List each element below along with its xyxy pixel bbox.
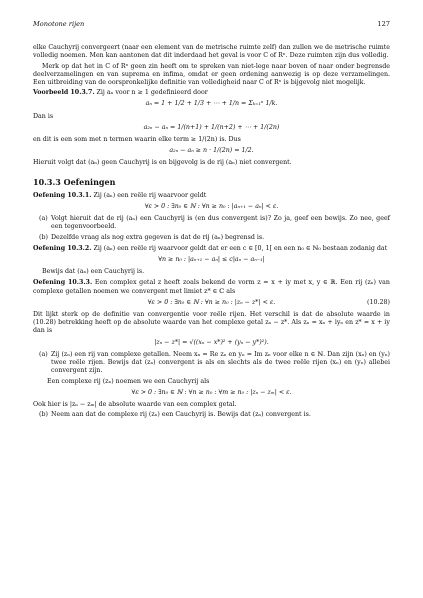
- part-text: Zij (zₙ) een rij van complexe getallen. Neem xₙ = Re zₙ en yₙ = Im zₙ voor elke n ∈ ℕ. Dan zijn (xₙ) en (yₙ) twee reële rijen. Bewijs dat (zₙ) convergent is als en slechts als de twee reële rijen (xₙ) en (yₙ) allebei convergent zijn.: [51, 350, 390, 375]
- equation-difference: a₂ₙ − aₙ = 1/(n+1) + 1/(n+2) + ⋯ + 1/(2n): [143, 123, 280, 131]
- exercise-3-text: Een complex getal z heeft zoals bekend de vorm z = x + iy met x, y ∈ ℝ. Een rij (zₙ) van complexe getallen noemen we convergent met limiet z* ∈ ℂ als: [33, 279, 390, 295]
- exercise-3-label: Oefening 10.3.3.: [33, 279, 93, 287]
- page-number: 127: [377, 20, 390, 28]
- exercise-3-equation: [33, 299, 390, 307]
- part-text: Volgt hieruit dat de rij (aₙ) een Cauchyrij is (en dus convergent is)? Zo ja, geef een bewijs. Zo nee, geef een tegenvoorbeeld.: [51, 215, 390, 231]
- part-label: (a): [39, 350, 48, 358]
- equation-bound: a₂ₙ − aₙ ≥ n · 1/(2n) = 1/2.: [169, 147, 254, 155]
- page-header: [33, 20, 390, 28]
- exercise-3-part-a: [39, 351, 390, 376]
- part-label: (a): [39, 215, 48, 223]
- exercise-3-modulus-equation: |zₙ − z*| = √((xₙ − x*)² + (yₙ − y*)²).: [154, 338, 269, 346]
- exercise-3-part-b: [39, 411, 390, 419]
- running-title: Monotone rijen: [33, 20, 85, 28]
- exercise-1-part-a: [39, 215, 390, 231]
- example-paragraph: [33, 89, 390, 97]
- exercise-1-equation: ∀ε > 0 : ∃n₀ ∈ ℕ : ∀n ≥ n₀ : |aₙ₊₁ − aₙ| < ε.: [144, 203, 279, 211]
- exercise-3-text-2: Dit lijkt sterk op de definitie van convergentie voor reële rijen. Het verschil is dat de absolute waarde in (10.28) betrekking heeft op de absolute waarde van het complexe getal zₙ − z*. Als zₙ = xₙ + iyₙ en z* = x + iy dan is: [33, 311, 390, 335]
- equation-body: ∀ε > 0 : ∃n₀ ∈ ℕ : ∀n ≥ n₀ : |zₙ − z*| < ε.: [147, 298, 276, 306]
- dan-text: Dan is: [33, 112, 54, 120]
- intro-paragraph-2: Merk op dat het in C of Rⁿ geen zin heeft om te spreken van niet-lege naar boven of naar onder begrensde deelverzamelingen en van suprema en infima, omdat er geen ordening aanwezig is op deze verzamelingen. Een uitbreiding van de oorspronkelijke definitie van volledigheid naar C of Rⁿ is bijgevolg niet mogelijk.: [33, 62, 390, 87]
- exercise-2-text: Zij (aₙ) een reële rij waarvoor geldt dat er een c ∈ [0, 1[ en een n₀ ∈ ℕ₀ bestaan zodanig dat: [93, 244, 388, 252]
- part-label: (b): [39, 233, 48, 241]
- exercise-3: [33, 279, 390, 295]
- exercise-2: [33, 245, 390, 253]
- equation-number: (10.28): [367, 298, 390, 306]
- part-text: Neem aan dat de complexe rij (zₙ) een Cauchyrij is. Bewijs dat (zₙ) convergent is.: [51, 411, 311, 419]
- exercise-3-cauchy-equation: ∀ε > 0 : ∃n₀ ∈ ℕ : ∀n ≥ n₀ : ∀m ≥ n₀ : |zₙ − zₘ| < ε.: [131, 388, 292, 396]
- page: [33, 20, 390, 421]
- exercise-3-cauchy-text: Een complexe rij (zₙ) noemen we een Cauchyrij als: [47, 377, 210, 385]
- example-label: Voorbeeld 10.3.7.: [33, 89, 95, 97]
- equation-an: aₙ = 1 + 1/2 + 1/3 + ⋯ + 1/n = Σₖ₌₁ⁿ 1/k.: [145, 100, 278, 108]
- exercise-2-label: Oefening 10.3.2.: [33, 244, 92, 252]
- exercise-1: [33, 192, 390, 200]
- example-text: Zij aₙ voor n ≥ 1 gedefinieerd door: [96, 89, 208, 97]
- example-text-2: en dit is een som met n termen waarin elke term ≥ 1/(2n) is. Dus: [33, 136, 241, 144]
- exercise-1-part-b: [39, 234, 390, 242]
- exercise-2-equation: ∀n ≥ n₀ : |aₙ₊₁ − aₙ| ≤ c|aₙ − aₙ₋₁|: [158, 256, 265, 264]
- exercise-3-note: Ook hier is |zₙ − zₘ| de absolute waarde van een complex getal.: [33, 400, 237, 408]
- exercise-1-label: Oefening 10.3.1.: [33, 191, 92, 199]
- part-text: Dezelfde vraag als nog extra gegeven is dat de rij (aₙ) begrensd is.: [51, 233, 265, 241]
- section-heading: 10.3.3 Oefeningen: [33, 176, 116, 187]
- exercise-2-after: Bewijs dat (aₙ) een Cauchyrij is.: [42, 268, 145, 276]
- exercise-1-text: Zij (aₙ) een reële rij waarvoor geldt: [93, 191, 207, 199]
- example-conclusion: Hieruit volgt dat (aₙ) geen Cauchyrij is en bijgevolg is de rij (aₙ) niet convergent.: [33, 159, 292, 167]
- intro-paragraph-1: elke Cauchyrij convergeert (naar een element van de metrische ruimte zelf) dan zullen we de metrische ruimte volledig noemen. Men kan aantonen dat dit inderdaad het geval is voor C of Rⁿ. Deze ruimten zijn dus volledig.: [33, 44, 390, 60]
- part-label: (b): [39, 411, 48, 419]
